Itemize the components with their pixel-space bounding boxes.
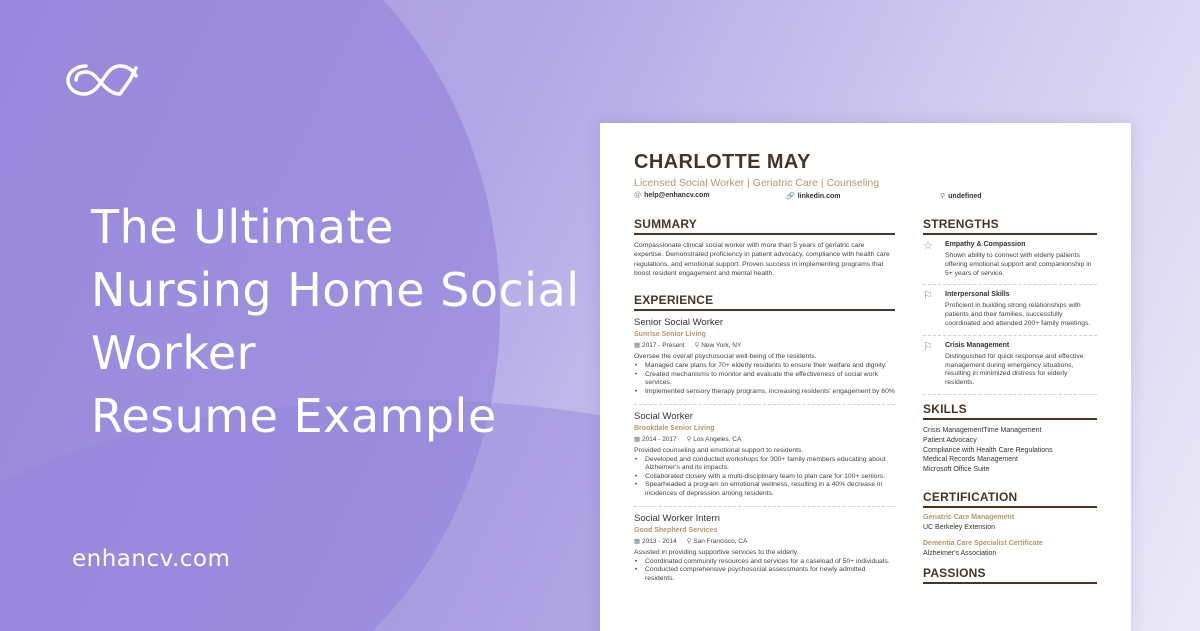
resume-name: CHARLOTTE MAY [634,151,811,173]
skill-line: Microsoft Office Suite [923,466,990,474]
certification-title: Dementia Care Specialist Certificate [923,539,1043,547]
job-bullet: • Spearheaded a program on emotional wellness, resulting in a 40% decrease in incidences of depression among residents. [634,481,895,498]
job-bullet: • Collaborated closely with a multi-disciplinary team to plan care for 100+ seniors. [634,473,895,482]
certification-title: Geriatric Care Management [923,513,1015,521]
skill-line: Crisis ManagementTime Management [923,426,1042,434]
hero-title [91,196,611,448]
hero-line: Nursing Home Social [91,263,580,317]
strength-desc: Proficient in building strong relationships with patients and their families, successfully coordinated and attended 200+ family meetings. [945,302,1091,327]
strength-title: Empathy & Compassion [945,241,1026,248]
hero-line: Worker [91,326,257,380]
contact-linkedin [786,192,841,200]
contact-location-text: undefined [948,192,982,200]
brand-link[interactable]: enhancv.com [72,546,231,572]
job-dates: 2013 - 2014 [641,537,677,545]
job-dates: 2014 - 2017 [641,435,677,443]
map-pin-icon: ⚲ [686,537,692,545]
job-company: Good Shepherd Services [634,526,718,534]
experience-entry [634,513,895,591]
job-bullet: • Coordinated community resources and services for a caseload of 50+ individuals. [634,558,895,567]
skills-heading: SKILLS [923,402,1097,420]
strength-title: Interpersonal Skills [945,291,1010,299]
job-bullet: • Conducted comprehensive psychosocial assessments for newly admitted residents. [634,566,895,583]
calendar-icon: ▦ [634,435,641,443]
strength-title: Crisis Management [945,341,1010,349]
certification-item [923,514,1097,531]
link-icon: 🔗 [786,193,795,200]
job-meta [634,537,895,545]
resume-left-column [634,217,895,596]
flag-icon: ⚐ [923,340,933,353]
skill-line: Compliance with Health Care Regulations [923,446,1053,454]
job-company: Sunrise Senior Living [634,331,706,339]
strength-item [923,291,1097,335]
certification-org: UC Berkeley Extension [923,523,995,531]
job-bullets [634,362,895,396]
certification-item [923,540,1097,557]
summary-heading: SUMMARY [634,217,895,235]
strengths-heading: STRENGTHS [923,217,1097,235]
hero-line: The Ultimate [91,200,394,254]
job-meta [634,435,895,443]
job-meta [634,341,895,349]
job-bullet: • Managed care plans for 70+ elderly residents to ensure their welfare and dignity. [634,362,895,371]
job-title: Social Worker Intern [634,512,720,524]
job-bullets [634,456,895,499]
map-pin-icon: ⚲ [686,435,692,443]
hero-line: Resume Example [91,389,497,443]
map-pin-icon: ⚲ [694,342,700,350]
summary-text: Compassionate clinical social worker with more than 5 years of geriatric care expertise. Demonstrated proficiency in patient advocacy, compliance with health care regulations, and emotional support. Proven success in implementing programs that boost resident engagement and mental health. [634,242,890,277]
enhancv-logo-icon[interactable] [64,58,144,102]
job-dates: 2017 - Present [641,342,685,350]
calendar-icon: ▦ [634,537,641,545]
strength-item [923,241,1097,285]
strength-desc: Shown ability to connect with elderly patients offering emotional support and companionship in 5+ years of service. [945,252,1092,277]
at-icon: @ [634,192,642,199]
strength-item [923,342,1097,395]
contact-linkedin-text: linkedin.com [797,192,841,200]
resume-preview [600,123,1131,631]
job-title: Social Worker [634,410,693,422]
contact-email-text: help@enhancv.com [644,192,710,199]
contact-email [634,192,710,199]
job-bullet: • Implemented sensory therapy programs, increasing residents' engagement by 60% [634,388,895,397]
job-title: Senior Social Worker [634,317,724,329]
flag-icon: ⚐ [923,290,933,303]
experience-entry [634,317,895,404]
resume-right-column [923,217,1097,590]
certification-org: Alzheimer's Association [923,549,997,557]
resume-subtitle: Licensed Social Worker | Geriatric Care | Counseling [634,177,880,189]
experience-heading: EXPERIENCE [634,293,895,311]
job-description: Provided counseling and emotional support to residents. [634,446,804,454]
skill-line: Patient Advocacy [923,436,977,444]
map-pin-icon: ⚲ [940,193,946,200]
job-description: Assisted in providing supportive services to the elderly. [634,548,799,556]
experience-entry [634,411,895,507]
certification-heading: CERTIFICATION [923,490,1097,508]
skills-list [923,426,1097,475]
calendar-icon: ▦ [634,342,641,350]
job-bullet: • Created mechanisms to monitor and evaluate the effectiveness of social work services. [634,371,895,388]
job-location: Los Angeles, CA [693,435,742,443]
job-bullets [634,558,895,584]
strength-desc: Distinguished for quick response and effective management during emergency situations, resulting in minimized distress for elderly residents. [945,352,1084,387]
job-location: New York, NY [701,342,742,350]
job-company: Brookdale Senior Living [634,424,715,432]
contact-location [940,192,982,200]
job-description: Oversee the overall psychosocial well-being of the residents. [634,353,817,361]
job-bullet: • Developed and conducted workshops for 300+ family members educating about Alzheimer's and its impacts. [634,456,895,473]
skill-line: Medical Records Management [923,456,1018,464]
star-icon: ☆ [923,240,933,252]
passions-heading: PASSIONS [923,566,1097,584]
job-location: San Francisco, CA [693,537,748,545]
